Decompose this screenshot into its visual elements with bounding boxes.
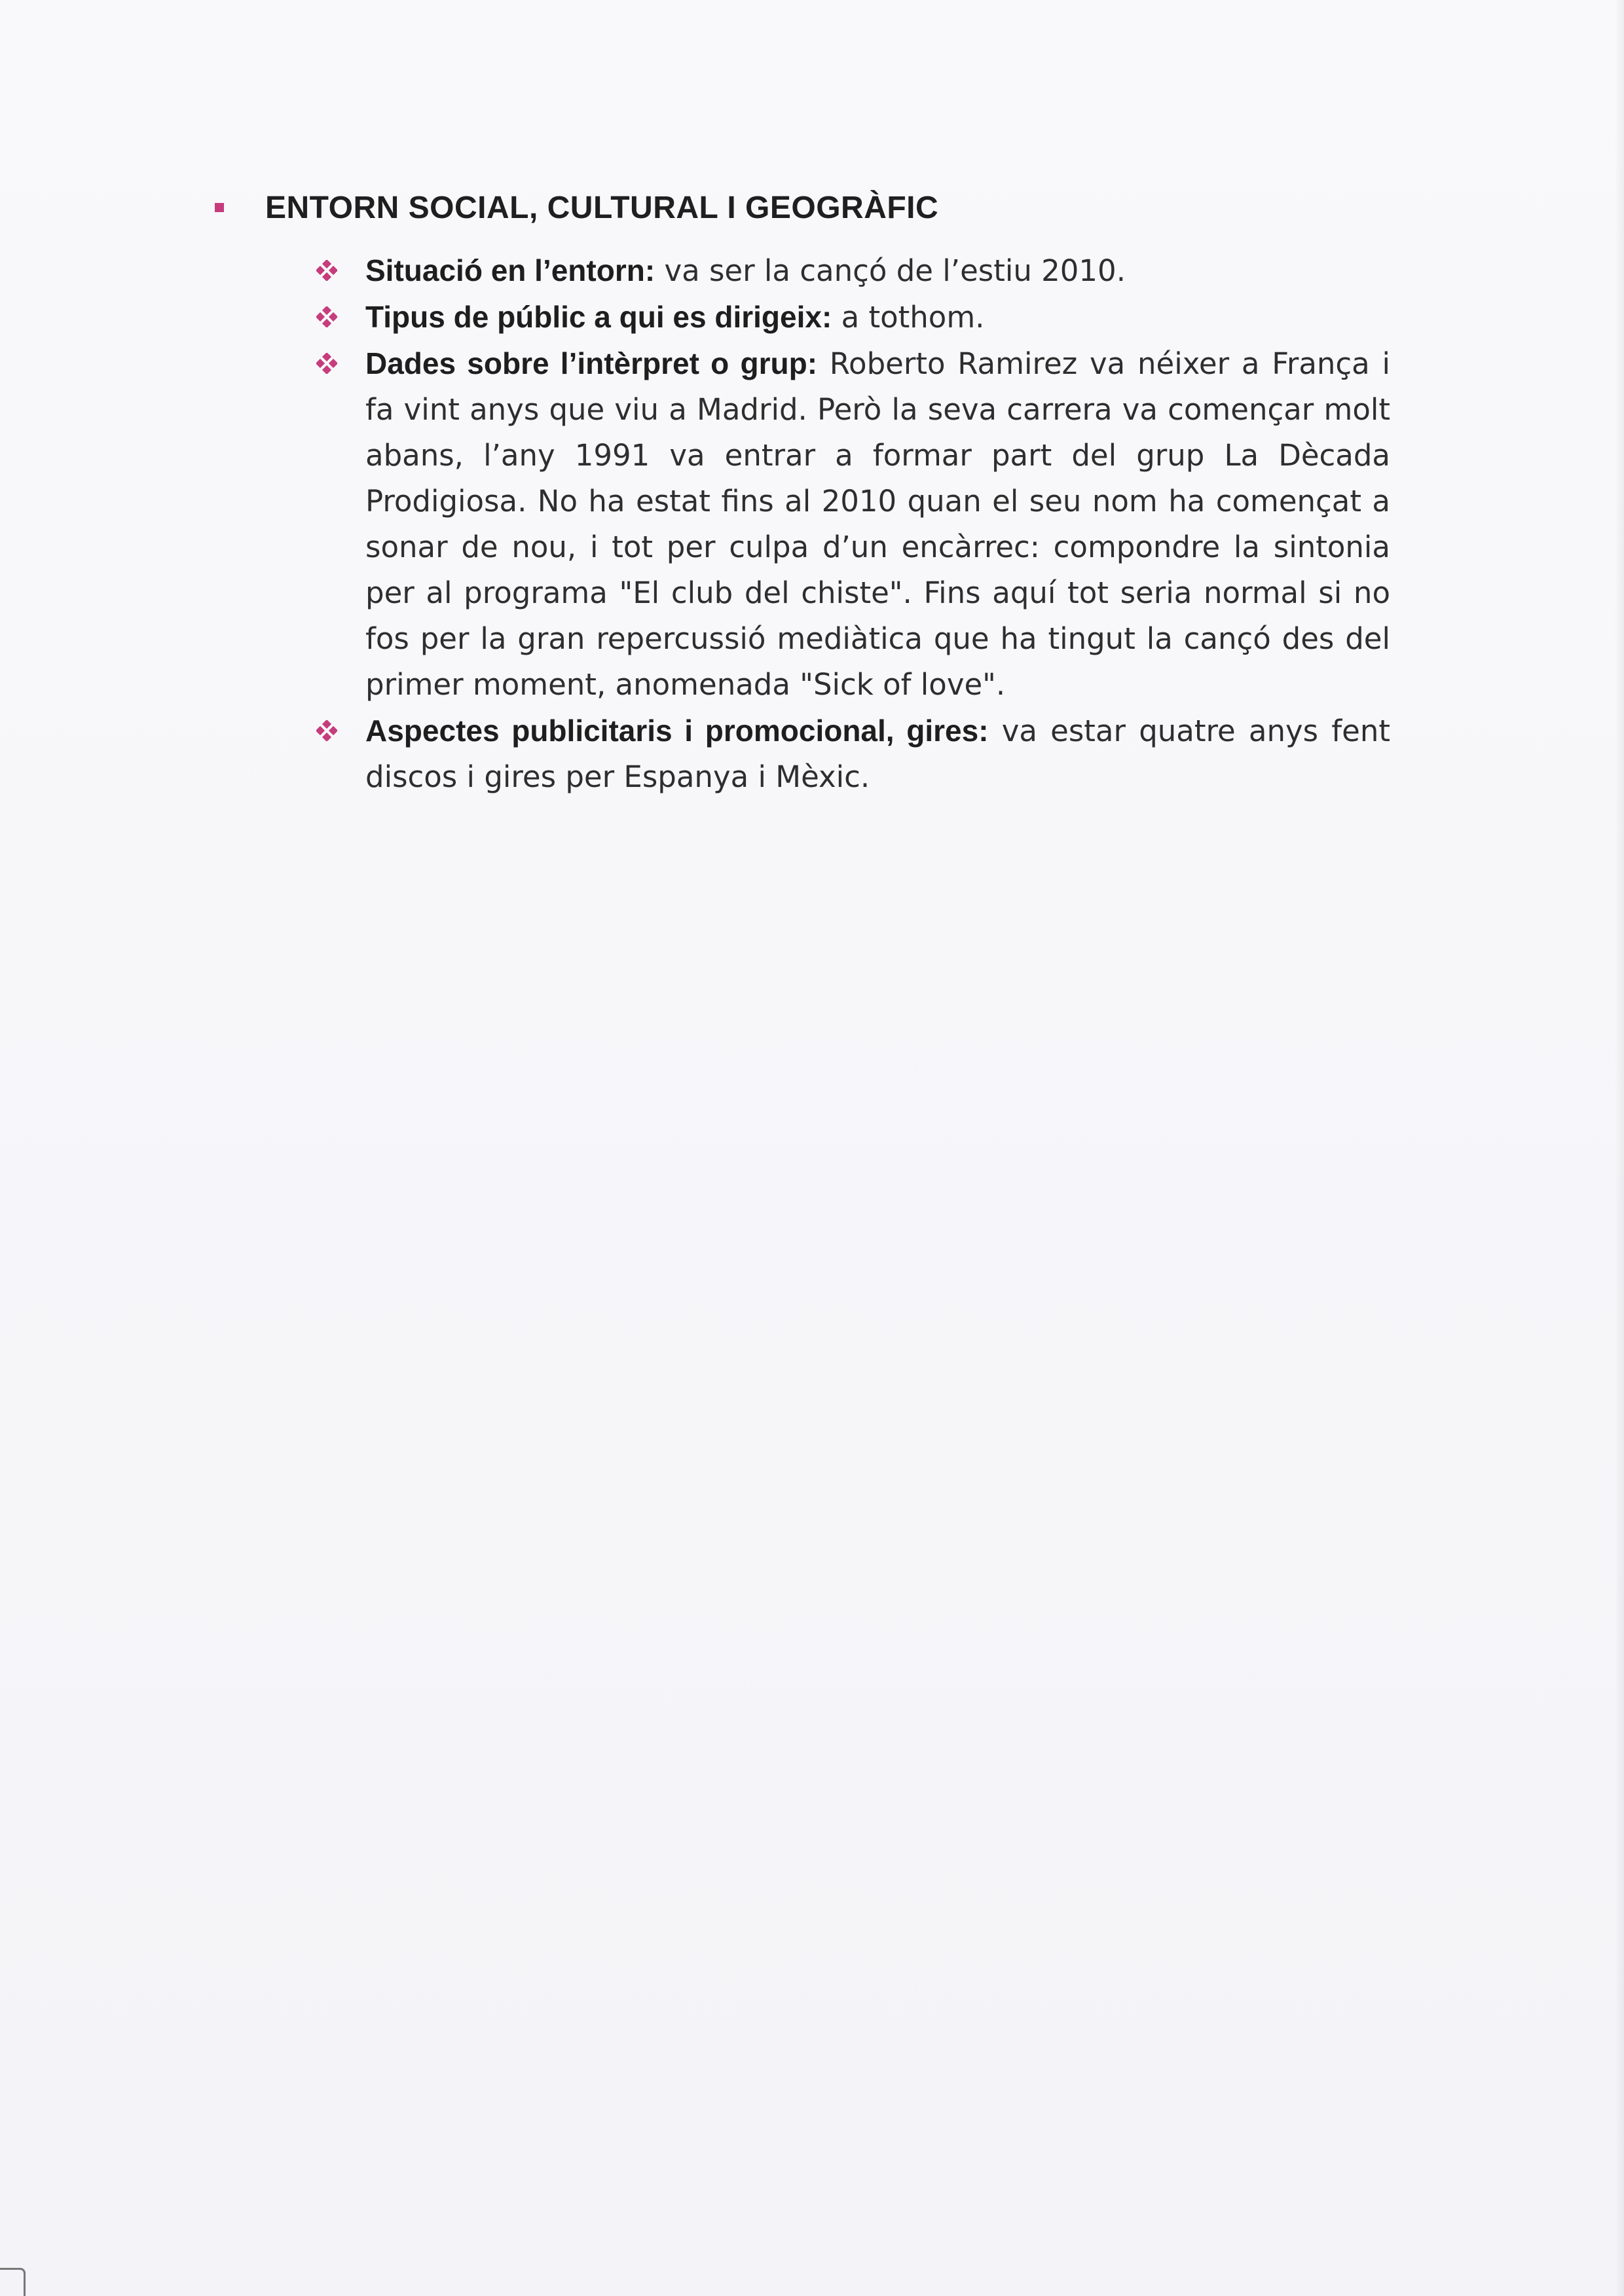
- list-item-situacio: [316, 247, 1390, 294]
- section-entorn: [215, 185, 1393, 794]
- item-label: Tipus de públic a qui es dirigeix:: [365, 300, 832, 334]
- page-edge-shadow: [1615, 0, 1624, 2296]
- bullet-list: [316, 247, 1390, 800]
- item-text: va estar quatre anys fent discos i gires per Espanya i Mèxic.: [365, 714, 1390, 794]
- item-label: Dades sobre l’intèrpret o grup:: [365, 346, 818, 380]
- diamond-bullet-icon: [316, 353, 337, 374]
- item-text: Roberto Ramirez va néixer a França i fa vint anys que viu a Madrid. Però la seva carrera va començar molt abans, l’any 1991 va entrar a formar part del grup La Dècada Prodigiosa. No ha estat fins al 2010 quan el seu nom ha començat a sonar de nou, i tot per culpa d’un encàrrec: compondre la sintonia per al programa "El club del chiste". Fins aquí tot seria normal si no fos per la gran repercussió mediàtica que ha tingut la cançó des del primer moment, anomenada "Sick of love".: [365, 346, 1390, 702]
- diamond-bullet-icon: [316, 306, 337, 327]
- scan-corner-mark: [0, 2268, 26, 2296]
- section-heading: [215, 185, 1393, 230]
- square-bullet-icon: [215, 203, 224, 212]
- item-text: a tothom.: [832, 300, 985, 335]
- item-label: Situació en l’entorn:: [365, 253, 655, 287]
- diamond-bullet-icon: [316, 720, 337, 741]
- item-text: va ser la cançó de l’estiu 2010.: [655, 253, 1126, 288]
- section-heading-text: ENTORN SOCIAL, CULTURAL I GEOGRÀFIC: [265, 190, 939, 225]
- diamond-bullet-icon: [316, 260, 337, 281]
- item-label: Aspectes publicitaris i promocional, gires:: [365, 714, 989, 748]
- list-item-promocio: [316, 708, 1390, 800]
- list-item-interpret: [316, 340, 1390, 708]
- list-item-public: [316, 294, 1390, 340]
